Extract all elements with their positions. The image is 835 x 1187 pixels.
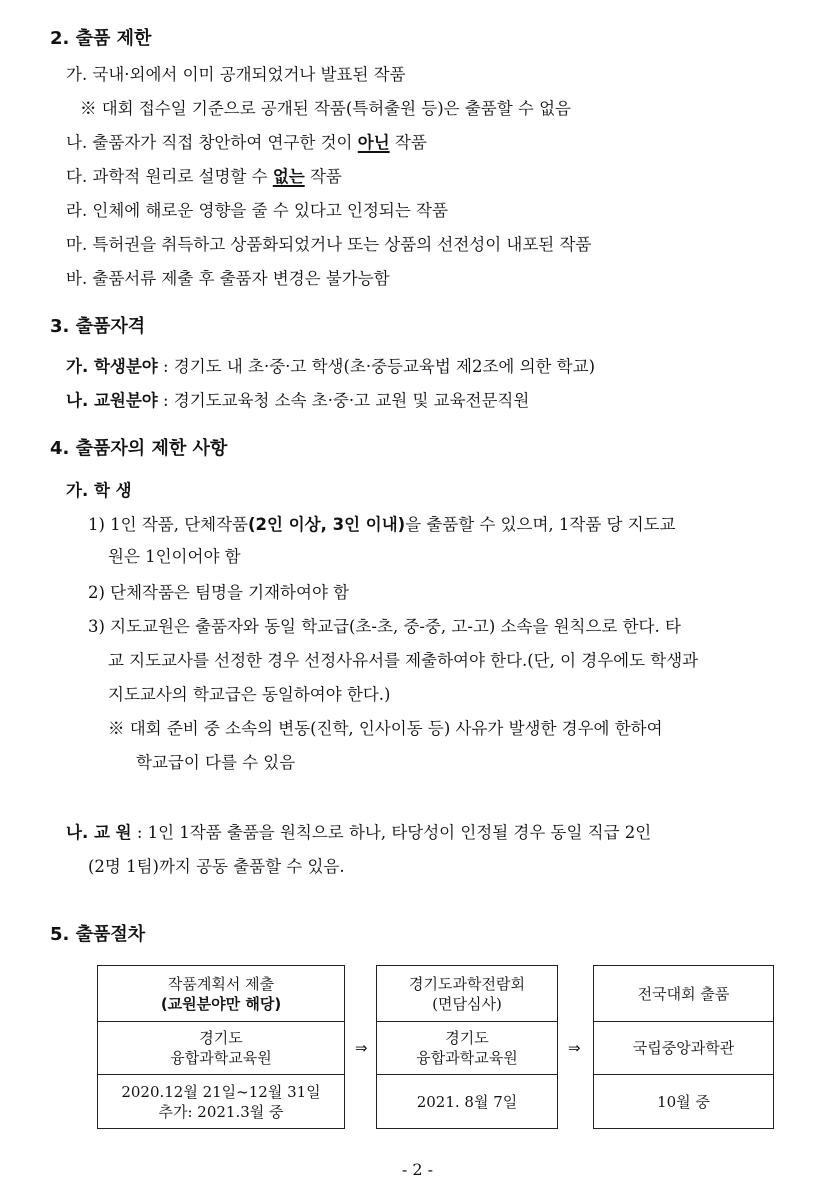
arrow-right-icon: ⇒	[568, 1039, 581, 1057]
s4-na-text: : 1인 1작품 출품을 원칙으로 하나, 타당성이 인정될 경우 동일 직급 2인	[131, 823, 652, 842]
s3-ga-label: 가. 학생분야	[66, 357, 158, 376]
fair-box-org-line1: 경기도	[445, 1029, 489, 1047]
plan-box-header	[98, 966, 344, 1021]
procedure-box-fair	[376, 965, 558, 1129]
s4-item-1-cont: 원은 1인이어야 함	[108, 547, 241, 566]
plan-box-subtitle: (교원분야만 해당)	[160, 994, 282, 1013]
s2-da-post: 작품	[304, 167, 342, 186]
s3-na-text: : 경기도교육청 소속 초·중·고 교원 및 교육전문직원	[157, 391, 530, 410]
s4-i1-post: 을 출품할 수 있으며, 1작품 당 지도교	[405, 515, 676, 534]
s4-na-label: 나. 교 원	[66, 823, 132, 842]
plan-box-org	[98, 1021, 344, 1074]
national-box-org-text: 국립중앙과학관	[632, 1039, 735, 1057]
s4-item-2: 2) 단체작품은 팀명을 기재하여야 함	[88, 583, 350, 602]
s3-item-na	[66, 390, 529, 412]
s3-ga-text: : 경기도 내 초·중·고 학생(초·중등교육법 제2조에 의한 학교)	[157, 357, 596, 376]
s2-na-post: 작품	[389, 133, 427, 152]
plan-box-date	[98, 1074, 344, 1128]
s2-item-ga: 가. 국내·외에서 이미 공개되었거나 발표된 작품	[66, 65, 406, 84]
s2-item-na	[66, 132, 427, 154]
s2-item-da	[66, 166, 342, 188]
s2-item-ba: 바. 출품서류 제출 후 출품자 변경은 불가능함	[66, 269, 390, 288]
national-box-date-text: 10월 중	[657, 1092, 710, 1111]
s4-teacher-item-cont: (2명 1팀)까지 공동 출품할 수 있음.	[88, 857, 345, 876]
arrow-right-icon: ⇒	[355, 1039, 368, 1057]
national-box-title: 전국대회 출품	[637, 984, 730, 1003]
s4-i1-pre: 1) 1인 작품, 단체작품	[88, 515, 248, 534]
page-number: - 2 -	[401, 1160, 434, 1179]
procedure-box-national	[593, 965, 774, 1129]
s4-note-line1: ※ 대회 준비 중 소속의 변동(진학, 인사이동 등) 사유가 발생한 경우에 한하여	[108, 719, 663, 738]
s4-note-line2: 학교급이 다를 수 있음	[136, 753, 296, 772]
section-3-title: 3. 출품자격	[50, 316, 146, 337]
national-box-header	[594, 966, 773, 1021]
fair-box-subtitle: (면담심사)	[432, 994, 502, 1013]
section-2-title: 2. 출품 제한	[50, 28, 152, 49]
s2-da-pre: 다. 과학적 원리로 설명할 수	[66, 167, 273, 186]
plan-box-date-line1: 2020.12월 21일~12월 31일	[121, 1082, 321, 1101]
s2-note: ※ 대회 접수일 기준으로 공개된 작품(특허출원 등)은 출품할 수 없음	[80, 99, 571, 118]
national-box-date	[594, 1074, 773, 1128]
fair-box-header	[377, 966, 557, 1021]
s2-item-ma: 마. 특허권을 취득하고 상품화되었거나 또는 상품의 선전성이 내포된 작품	[66, 235, 592, 254]
s3-na-label: 나. 교원분야	[66, 391, 158, 410]
plan-box-date-line2: 추가: 2021.3월 중	[158, 1102, 284, 1121]
s2-item-ra: 라. 인체에 해로운 영향을 줄 수 있다고 인정되는 작품	[66, 201, 448, 220]
s3-item-ga	[66, 356, 595, 378]
s4-item-3-line2: 교 지도교사를 선정한 경우 선정사유서를 제출하여야 한다.(단, 이 경우에도 학생과	[108, 651, 699, 670]
s4-item-3-line3: 지도교사의 학교급은 동일하여야 한다.)	[108, 685, 391, 704]
plan-box-title: 작품계획서 제출	[167, 974, 275, 993]
national-box-org	[594, 1021, 773, 1074]
s2-na-pre: 나. 출품자가 직접 창안하여 연구한 것이	[66, 133, 358, 152]
section-5-title: 5. 출품절차	[50, 924, 146, 945]
section-4-title: 4. 출품자의 제한 사항	[50, 438, 228, 459]
fair-box-org-line2: 융합과학교육원	[416, 1049, 518, 1067]
s2-na-emphasis: 아닌	[357, 133, 390, 152]
s4-item-3-line1: 3) 지도교원은 출품자와 동일 학교급(초-초, 중-중, 고-고) 소속을 원칙으로 한다. 타	[88, 617, 681, 636]
s4-i1-bold: (2인 이상, 3인 이내)	[248, 515, 406, 534]
s4-item-1	[88, 514, 676, 536]
procedure-box-plan	[97, 965, 345, 1129]
fair-box-date-text: 2021. 8월 7일	[416, 1092, 518, 1111]
fair-box-org	[377, 1021, 557, 1074]
s4-teacher-item	[66, 822, 651, 844]
plan-box-org-line2: 융합과학교육원	[170, 1049, 272, 1067]
fair-box-date	[377, 1074, 557, 1128]
s4-student-title: 가. 학 생	[66, 481, 132, 500]
fair-box-title: 경기도과학전람회	[409, 974, 525, 993]
plan-box-org-line1: 경기도	[199, 1029, 243, 1047]
s2-da-emphasis: 없는	[272, 167, 305, 186]
